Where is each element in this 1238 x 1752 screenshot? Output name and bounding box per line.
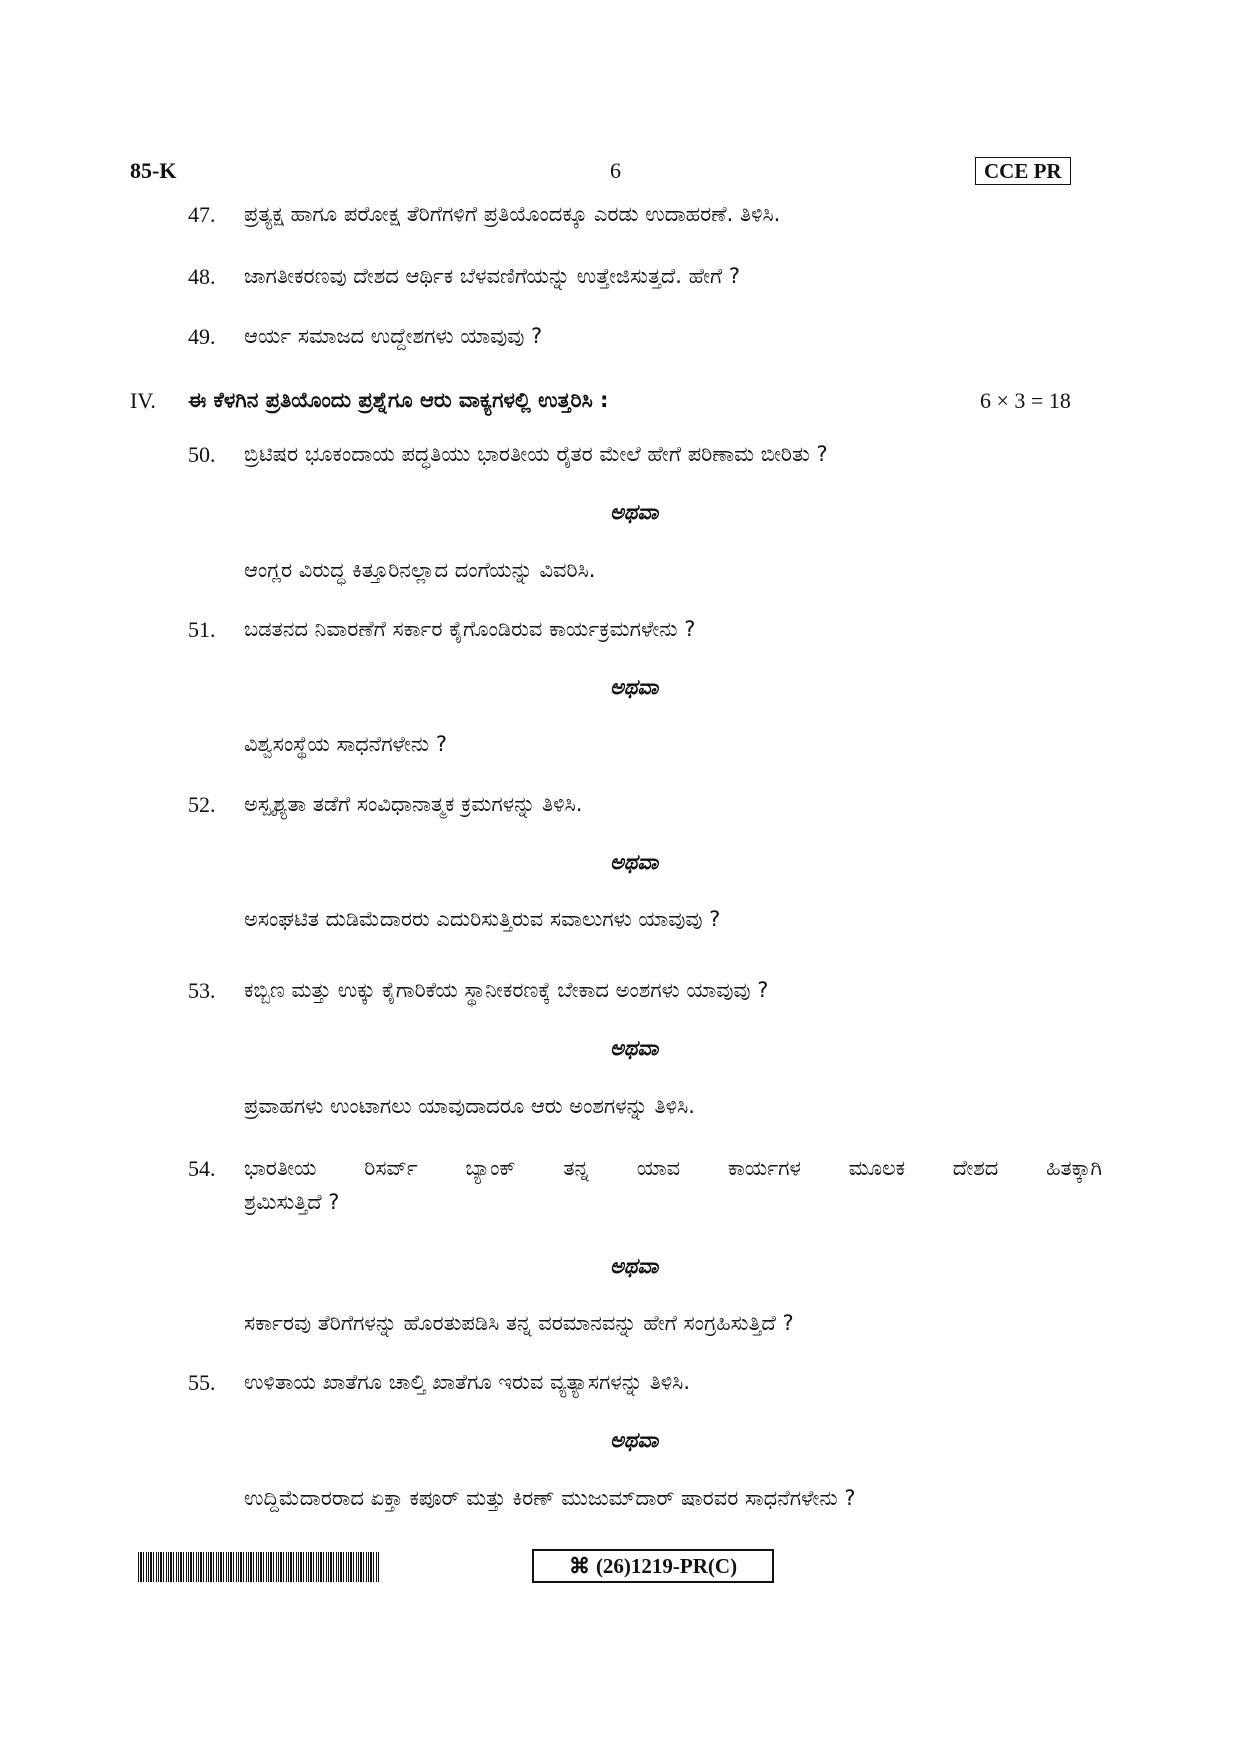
question-text: ಆರ್ಯ ಸಮಾಜದ ಉದ್ದೇಶಗಳು ಯಾವುವು ? <box>244 324 543 348</box>
question-number: 55. <box>188 1370 216 1395</box>
section-instruction: ಈ ಕೆಳಗಿನ ಪ್ರತಿಯೊಂದು ಪ್ರಶ್ನೆಗೂ ಆರು ವಾಕ್ಯಗಳಲ್ಲಿ ಉತ್ತರಿಸಿ : <box>188 388 609 412</box>
alternative-question-text: ಸರ್ಕಾರವು ತೆರಿಗೆಗಳನ್ನು ಹೊರತುಪಡಿಸಿ ತನ್ನ ವರಮಾನವನ್ನು ಹೇಗೆ ಸಂಗ್ರಹಿಸುತ್ತಿದೆ ? <box>244 1311 794 1335</box>
question-number: 54. <box>188 1156 216 1181</box>
page-number: 6 <box>610 158 621 183</box>
question-word: ಮೂಲಕ <box>848 1156 906 1180</box>
question-word: ಕಾರ್ಯಗಳ <box>727 1156 801 1180</box>
question-text <box>244 1156 1102 1181</box>
or-label: ಅಥವಾ <box>610 1254 659 1278</box>
question-text: ಅಸ್ಪೃಶ್ಯತಾ ತಡೆಗೆ ಸಂವಿಧಾನಾತ್ಮಕ ಕ್ರಮಗಳನ್ನು ತಿಳಿಸಿ. <box>244 792 583 816</box>
section-marks: 6 × 3 = 18 <box>980 388 1071 413</box>
question-text: ಪ್ರತ್ಯಕ್ಷ ಹಾಗೂ ಪರೋಕ್ಷ ತೆರಿಗೆಗಳಿಗೆ ಪ್ರತಿಯೊಂದಕ್ಕೂ ಎರಡು ಉದಾಹರಣೆ. ತಿಳಿಸಿ. <box>244 202 781 226</box>
footer-code: (26)1219-PR(C) <box>595 1553 738 1578</box>
question-word: ರಿಸರ್ವ್ <box>364 1156 418 1180</box>
question-number: 50. <box>188 442 216 467</box>
question-word: ತನ್ನ <box>563 1156 590 1180</box>
question-word: ದೇಶದ <box>952 1156 999 1180</box>
or-label: ಅಥವಾ <box>610 1428 659 1452</box>
alternative-question-text: ಉದ್ದಿಮೆದಾರರಾದ ಏಕ್ತಾ ಕಪೂರ್ ಮತ್ತು ಕಿರಣ್ ಮುಜುಮ್‌ದಾರ್ ಷಾರವರ ಸಾಧನೆಗಳೇನು ? <box>244 1486 856 1510</box>
question-word: ಹಿತಕ್ಕಾಗಿ <box>1046 1156 1102 1180</box>
question-text: ಬ್ರಿಟಿಷರ ಭೂಕಂದಾಯ ಪದ್ಧತಿಯು ಭಾರತೀಯ ರೈತರ ಮೇಲೆ ಹೇಗೆ ಪರಿಣಾಮ ಬೀರಿತು ? <box>244 442 828 466</box>
alternative-question-text: ಪ್ರವಾಹಗಳು ಉಂಟಾಗಲು ಯಾವುದಾದರೂ ಆರು ಅಂಶಗಳನ್ನು ತಿಳಿಸಿ. <box>244 1094 695 1118</box>
or-label: ಅಥವಾ <box>610 1036 659 1060</box>
or-label: ಅಥವಾ <box>610 675 659 699</box>
question-word: ಯಾವ <box>636 1156 681 1180</box>
barcode-image <box>138 1552 380 1582</box>
paper-tag-box: CCE PR <box>975 157 1071 185</box>
alternative-question-text: ಆಂಗ್ಲರ ವಿರುದ್ಧ ಕಿತ್ತೂರಿನಲ್ಲಾದ ದಂಗೆಯನ್ನು ವಿವರಿಸಿ. <box>244 558 596 582</box>
question-text-continued: ಶ್ರಮಿಸುತ್ತಿದೆ ? <box>244 1190 340 1214</box>
question-number: 53. <box>188 978 216 1003</box>
section-number: IV. <box>130 388 156 413</box>
question-number: 51. <box>188 617 216 642</box>
question-number: 47. <box>188 202 216 227</box>
alternative-question-text: ವಿಶ್ವಸಂಸ್ಥೆಯ ಸಾಧನೆಗಳೇನು ? <box>244 732 448 756</box>
question-text: ಕಬ್ಬಿಣ ಮತ್ತು ಉಕ್ಕು ಕೈಗಾರಿಕೆಯ ಸ್ಥಾನೀಕರಣಕ್ಕೆ ಬೇಕಾದ ಅಂಶಗಳು ಯಾವುವು ? <box>244 978 769 1002</box>
question-text: ಬಡತನದ ನಿವಾರಣೆಗೆ ಸರ್ಕಾರ ಕೈಗೊಂಡಿರುವ ಕಾರ್ಯಕ್ರಮಗಳೇನು ? <box>244 617 696 641</box>
alternative-question-text: ಅಸಂಘಟಿತ ದುಡಿಮೆದಾರರು ಎದುರಿಸುತ್ತಿರುವ ಸವಾಲುಗಳು ಯಾವುವು ? <box>244 907 721 931</box>
question-word: ಬ್ಯಾಂಕ್ <box>465 1156 516 1180</box>
question-number: 48. <box>188 264 216 289</box>
question-text: ಉಳಿತಾಯ ಖಾತೆಗೂ ಚಾಲ್ತಿ ಖಾತೆಗೂ ಇರುವ ವ್ಯತ್ಯಾಸಗಳನ್ನು ತಿಳಿಸಿ. <box>244 1370 690 1394</box>
command-symbol-icon: ⌘ <box>568 1553 590 1578</box>
or-label: ಅಥವಾ <box>610 500 659 524</box>
question-number: 49. <box>188 324 216 349</box>
or-label: ಅಥವಾ <box>610 850 659 874</box>
question-number: 52. <box>188 792 216 817</box>
question-text: ಜಾಗತೀಕರಣವು ದೇಶದ ಆರ್ಥಿಕ ಬೆಳವಣಿಗೆಯನ್ನು ಉತ್ತೇಜಿಸುತ್ತದೆ. ಹೇಗೆ ? <box>244 264 741 288</box>
question-word: ಭಾರತೀಯ <box>244 1156 317 1180</box>
footer-code-box <box>532 1549 774 1583</box>
paper-code: 85-K <box>130 158 177 183</box>
